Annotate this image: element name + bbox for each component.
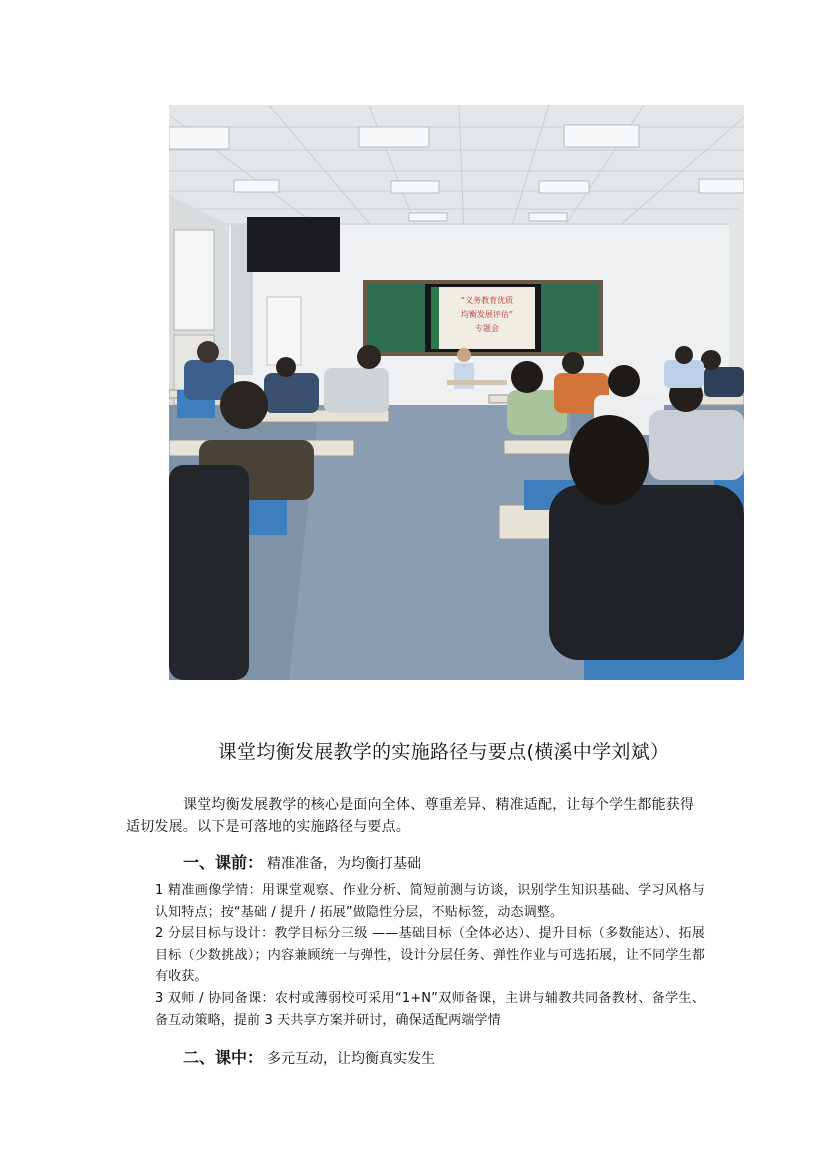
screen-text-1: “义务教育优质 — [460, 296, 514, 305]
section-1-label: 一、课前： — [183, 853, 264, 872]
list-item: 3 双师 / 协同备课：农村或薄弱校可采用“1+N”双师备课，主讲与辅教共同备教材、备学生、备互动策略，提前 3 天共享方案并研讨，确保适配两端学情 — [155, 990, 705, 1028]
classroom-photo-illustration — [169, 105, 744, 680]
screen-text-3: 专题会 — [475, 324, 499, 333]
section-1-subtitle: 精准准备，为均衡打基础 — [267, 856, 422, 872]
section-1-list — [155, 880, 705, 1031]
intro-paragraph: 课堂均衡发展教学的核心是面向全体、尊重差异、精准适配，让每个学生都能获得适切发展。以下是可落地的实施路径与要点。 — [126, 797, 695, 835]
classroom-photo — [169, 105, 744, 680]
section-2-label: 二、课中： — [183, 1048, 264, 1067]
section-1-heading — [183, 850, 421, 873]
list-item: 2 分层目标与设计：教学目标分三级 ——基础目标（全体必达）、提升目标（多数能达）、拓展目标（少数挑战）；内容兼顾统一与弹性，设计分层任务、弹性作业与可选拓展，让不同学生都有收获。 — [155, 926, 705, 985]
section-2-heading — [183, 1045, 435, 1068]
section-2-subtitle: 多元互动，让均衡真实发生 — [267, 1051, 436, 1067]
list-item: 1 精准画像学情：用课堂观察、作业分析、简短前测与访谈，识别学生知识基础、学习风格与认知特点；按“基础 / 提升 / 拓展”做隐性分层，不贴标签，动态调整。 — [155, 883, 705, 920]
screen-text-2: 均衡发展评估” — [460, 310, 514, 319]
article-title: 课堂均衡发展教学的实施路径与要点(横溪中学刘斌） — [217, 741, 670, 763]
